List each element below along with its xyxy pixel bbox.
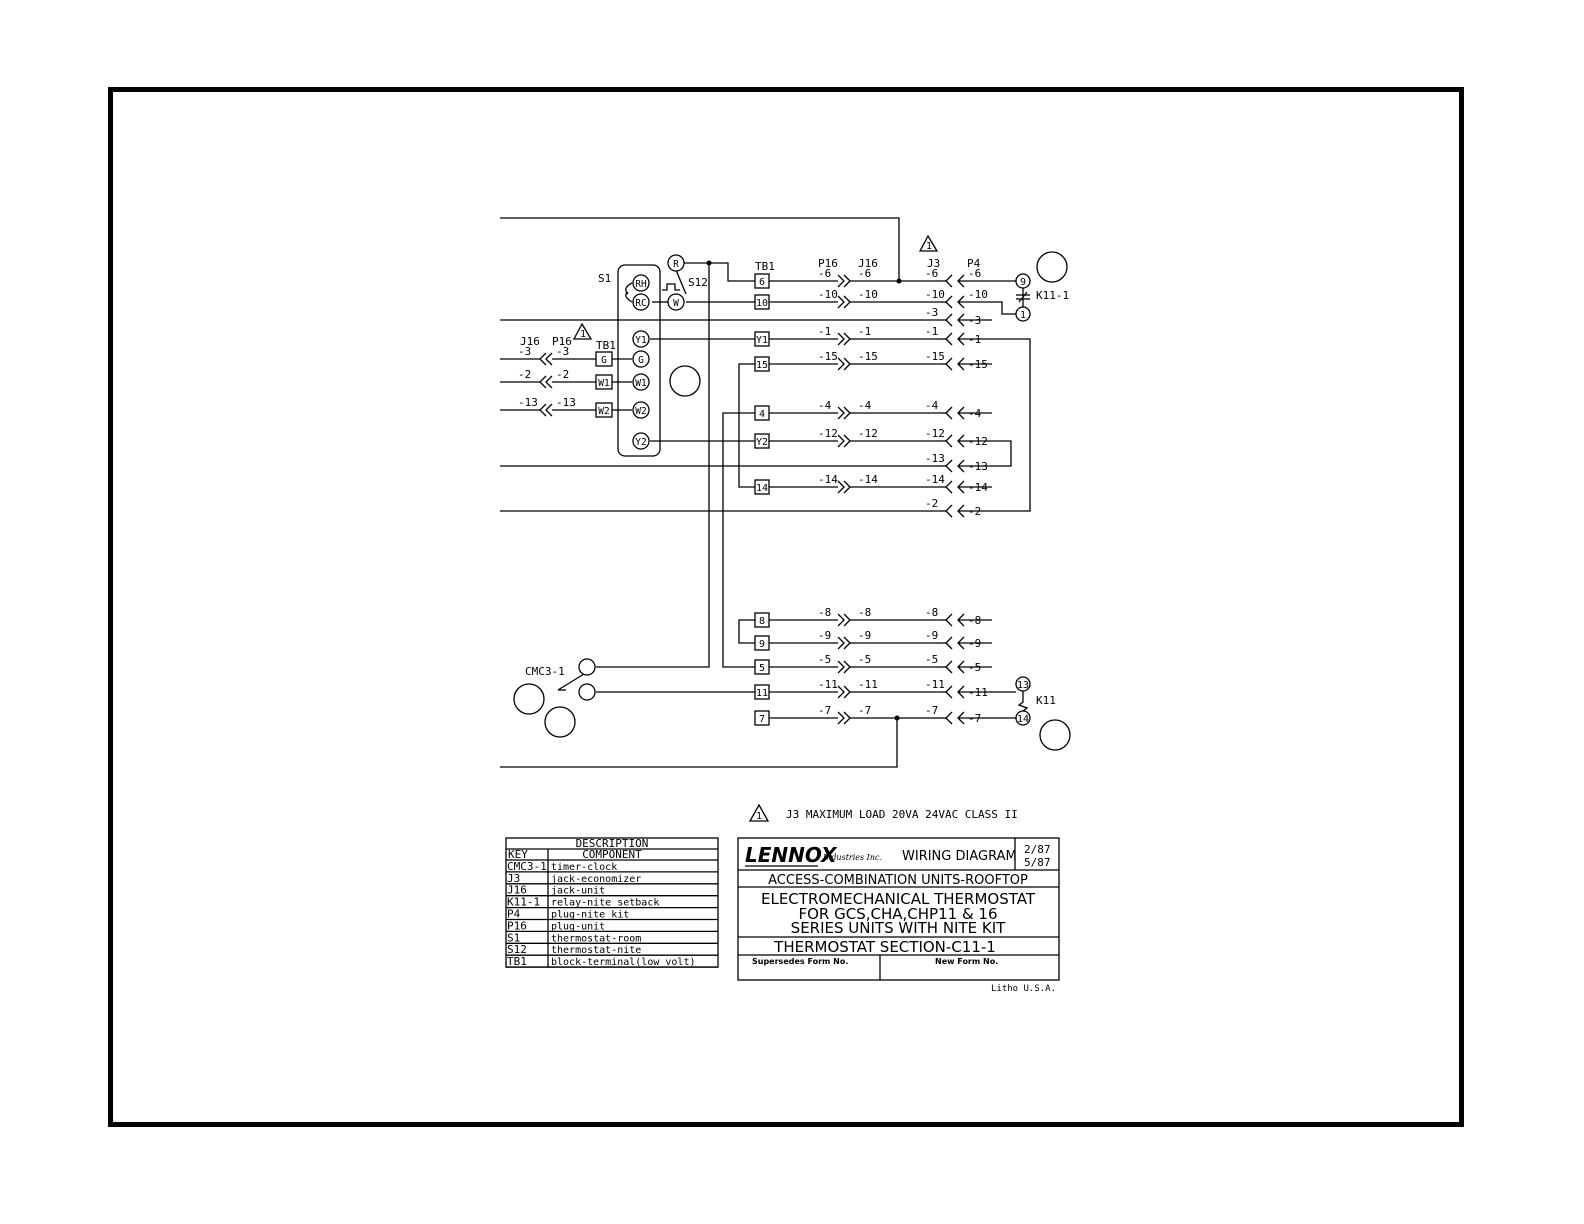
terminal-label: W2 <box>635 406 647 417</box>
j3-pin-label: -10 <box>925 288 945 301</box>
legend-key: J3 <box>507 871 521 885</box>
terminal-label: Y1 <box>635 335 647 346</box>
terminal-label: 9 <box>758 639 766 650</box>
connector-row <box>755 473 992 494</box>
j16-pin-label: -5 <box>858 653 872 666</box>
j3-pin-label: -2 <box>925 497 939 510</box>
terminal-label: W1 <box>635 378 647 389</box>
relay-pin <box>1016 274 1030 288</box>
legend-title: DESCRIPTION <box>575 837 649 850</box>
legend-component: jack-economizer <box>551 873 642 885</box>
left-p16-header: P16 <box>552 335 572 348</box>
terminal-label: W1 <box>598 378 610 389</box>
legend-key: J16 <box>507 883 527 897</box>
p16-pin-label: -13 <box>556 396 576 409</box>
svg-text:9: 9 <box>1019 277 1027 288</box>
plug-p16-symbol <box>838 614 844 626</box>
relay-pin <box>1016 677 1030 691</box>
brand-sub: Industries Inc. <box>823 853 883 862</box>
terminal-label: 10 <box>755 298 769 309</box>
j16-pin-label: -4 <box>858 399 872 412</box>
terminal-label: RH <box>635 279 647 290</box>
legend-component: plug-unit <box>551 921 606 933</box>
thermostat-terminal <box>633 331 649 347</box>
plug-p16-symbol <box>838 296 844 308</box>
jack-j3-symbol <box>946 614 952 626</box>
jack-j3-symbol <box>946 314 952 326</box>
j3-pin-label: -7 <box>925 704 939 717</box>
p16-pin-label: -15 <box>818 350 838 363</box>
j3-pin-label: -12 <box>925 427 945 440</box>
date-1: 2/87 <box>1024 843 1051 856</box>
left-connector-row <box>500 396 612 417</box>
p16-pin-label: -8 <box>818 606 832 619</box>
p16-pin-label: -11 <box>818 678 838 691</box>
terminal-label: R <box>673 259 679 270</box>
j16-pin-label: -6 <box>858 267 872 280</box>
p4-header: P4 <box>967 257 981 270</box>
j3-pin-label: -13 <box>925 452 945 465</box>
description-line: ELECTROMECHANICAL THERMOSTAT <box>761 890 1035 908</box>
terminal-label: 11 <box>755 688 769 699</box>
k11-1-label: K11-1 <box>1036 289 1070 302</box>
connector-row <box>755 653 992 674</box>
legend-component: relay-nite setback <box>551 897 660 909</box>
terminal-label: 4 <box>758 409 766 420</box>
legend-key: K11-1 <box>507 895 541 909</box>
connector-row <box>755 678 992 699</box>
terminal-label: G <box>601 355 607 366</box>
p4-pin-label: -6 <box>968 267 982 280</box>
plug-p16-symbol <box>838 637 844 649</box>
connector-row <box>755 427 992 448</box>
terminal-label: G <box>638 355 644 366</box>
thermostat-terminal <box>633 275 649 291</box>
legend-key: S12 <box>507 943 527 957</box>
jack-j3-symbol <box>946 435 952 447</box>
plug-p16-symbol <box>838 481 844 493</box>
left-tb1-header: TB1 <box>596 339 616 352</box>
j3-pin-label: -5 <box>925 653 939 666</box>
connector-row <box>755 399 992 420</box>
doc-type: WIRING DIAGRAM <box>902 849 1017 864</box>
p4-pin-label: -1 <box>968 333 982 346</box>
left-j16-header: J16 <box>520 335 540 348</box>
connector-row <box>755 629 992 650</box>
jack-j3-symbol <box>946 275 952 287</box>
brand-logo: LENNOX <box>745 843 837 867</box>
plug-p16-symbol <box>838 435 844 447</box>
svg-text:13: 13 <box>1016 680 1030 691</box>
jack-j3-symbol <box>946 712 952 724</box>
p16-pin-label: -1 <box>818 325 832 338</box>
legend-component: timer-clock <box>551 861 618 873</box>
warning-triangle-icon <box>750 805 768 822</box>
legend-key: CMC3-1 <box>507 859 547 873</box>
j16-header: J16 <box>858 257 878 270</box>
relay-pin <box>1016 711 1030 725</box>
p16-pin-label: -9 <box>818 629 832 642</box>
warning-triangle-icon <box>574 324 591 340</box>
p16-pin-label: -7 <box>818 704 832 717</box>
legend-key: P4 <box>507 907 521 921</box>
p16-pin-label: -10 <box>818 288 838 301</box>
j16-pin-label: -15 <box>858 350 878 363</box>
section-title: THERMOSTAT SECTION-C11-1 <box>774 938 996 956</box>
s1-label: S1 <box>598 272 612 285</box>
j16-pin-label: -11 <box>858 678 878 691</box>
j3-pin-label: -1 <box>925 325 939 338</box>
plug-p16-symbol <box>838 712 844 724</box>
p16-pin-label: -6 <box>818 267 832 280</box>
connector-row <box>755 325 992 346</box>
p4-pin-label: -10 <box>968 288 988 301</box>
j3-pin-label: -15 <box>925 350 945 363</box>
j3-pin-label: -3 <box>925 306 939 319</box>
connector-row <box>925 452 992 473</box>
jack-j3-symbol <box>946 460 952 472</box>
p4-pin-label: -2 <box>968 505 982 518</box>
plug-symbol <box>546 353 552 365</box>
k11-label: K11 <box>1036 694 1056 707</box>
terminal-label: 7 <box>758 714 766 725</box>
terminal-label: Y1 <box>755 335 769 346</box>
p16-header: P16 <box>818 257 838 270</box>
s12-terminal <box>668 294 684 310</box>
thermostat-terminal <box>633 402 649 418</box>
connector-row <box>755 704 992 725</box>
new-form-label: New Form No. <box>935 957 999 966</box>
jack-j3-symbol <box>946 333 952 345</box>
terminal-label: 14 <box>755 483 769 494</box>
warning-note: J3 MAXIMUM LOAD 20VA 24VAC CLASS II <box>786 808 1018 821</box>
j16-pin-label: -7 <box>858 704 872 717</box>
legend-component: jack-unit <box>551 885 606 897</box>
p4-pin-label: -11 <box>968 686 988 699</box>
p4-pin-label: -7 <box>968 712 982 725</box>
title-block <box>738 838 1059 980</box>
product-line: ACCESS-COMBINATION UNITS-ROOFTOP <box>768 873 1028 888</box>
p16-pin-label: -12 <box>818 427 838 440</box>
p4-pin-label: -4 <box>968 407 982 420</box>
legend-key: P16 <box>507 919 527 933</box>
terminal-label: 8 <box>758 616 766 627</box>
p4-pin-label: -13 <box>968 460 988 473</box>
plug-p16-symbol <box>838 333 844 345</box>
terminal-label: Y2 <box>635 437 647 448</box>
connector-row <box>755 606 992 627</box>
jack-j3-symbol <box>946 296 952 308</box>
p4-pin-label: -5 <box>968 661 982 674</box>
plug-symbol <box>546 404 552 416</box>
legend-key: S1 <box>507 931 521 945</box>
legend-component: thermostat-room <box>551 933 642 945</box>
p16-pin-label: -4 <box>818 399 832 412</box>
description-line: SERIES UNITS WITH NITE KIT <box>790 919 1006 937</box>
connector-row <box>925 497 992 518</box>
relay-pin <box>1016 307 1030 321</box>
legend-component: plug-nite kit <box>551 909 630 921</box>
description-line: FOR GCS,CHA,CHP11 & 16 <box>798 905 998 923</box>
j16-pin-label: -1 <box>858 325 872 338</box>
thermostat-terminal <box>633 433 649 449</box>
p16-pin-label: -3 <box>556 345 570 358</box>
supersedes-label: Supersedes Form No. <box>752 957 849 966</box>
p4-pin-label: -15 <box>968 358 988 371</box>
cmc3-label: CMC3-1 <box>525 665 565 678</box>
callout-circles <box>514 252 1070 750</box>
left-connector-row <box>500 368 612 389</box>
jack-j3-symbol <box>946 481 952 493</box>
j16-pin-label: -12 <box>858 427 878 440</box>
plug-p16-symbol <box>838 407 844 419</box>
plug-p16-symbol <box>838 661 844 673</box>
j3-pin-label: -4 <box>925 399 939 412</box>
svg-text:1: 1 <box>1019 310 1027 321</box>
j3-pin-label: -14 <box>925 473 945 486</box>
j3-pin-label: -11 <box>925 678 945 691</box>
tb1-header: TB1 <box>755 260 775 273</box>
connector-row <box>925 306 992 327</box>
plug-p16-symbol <box>838 275 844 287</box>
plug-p16-symbol <box>838 358 844 370</box>
j16-pin-label: -13 <box>518 396 538 409</box>
date-2: 5/87 <box>1024 856 1051 869</box>
cmc3-contact-top <box>579 659 595 675</box>
terminal-label: 6 <box>758 277 766 288</box>
p16-pin-label: -14 <box>818 473 838 486</box>
j16-pin-label: -9 <box>858 629 872 642</box>
j16-pin-label: -3 <box>518 345 532 358</box>
s12-terminal <box>668 255 684 271</box>
terminal-label: Y2 <box>755 437 769 448</box>
litho-label: Litho U.S.A. <box>991 984 1057 994</box>
jack-j3-symbol <box>946 686 952 698</box>
legend-component: block-terminal(low volt) <box>551 957 696 969</box>
legend-key: TB1 <box>507 955 527 969</box>
svg-text:1: 1 <box>756 811 763 822</box>
warning-triangle-icon <box>920 236 937 252</box>
connector-row <box>755 350 992 371</box>
j3-header: J3 <box>927 257 941 270</box>
terminal-label: W <box>673 298 679 309</box>
terminal-label: 5 <box>758 663 766 674</box>
p16-pin-label: -2 <box>556 368 570 381</box>
p4-pin-label: -3 <box>968 314 982 327</box>
j3-pin-label: -6 <box>925 267 939 280</box>
j16-pin-label: -8 <box>858 606 872 619</box>
legend-component: thermostat-nite <box>551 945 642 957</box>
legend-table <box>506 837 718 968</box>
terminal-label: 15 <box>755 360 769 371</box>
thermostat-terminal <box>633 351 649 367</box>
legend-col-component: COMPONENT <box>582 848 642 861</box>
jack-j3-symbol <box>946 358 952 370</box>
j3-pin-label: -8 <box>925 606 939 619</box>
plug-p16-symbol <box>838 686 844 698</box>
terminal-label: W2 <box>598 406 610 417</box>
j16-pin-label: -2 <box>518 368 532 381</box>
svg-text:1: 1 <box>926 241 933 252</box>
cmc3-contact-bottom <box>579 684 595 700</box>
connector-row <box>755 288 992 309</box>
p4-pin-label: -14 <box>968 481 988 494</box>
s12-label: S12 <box>688 276 708 289</box>
terminal-label: RC <box>635 298 647 309</box>
jack-j3-symbol <box>946 637 952 649</box>
p4-pin-label: -8 <box>968 614 982 627</box>
svg-text:1: 1 <box>580 329 587 340</box>
p4-pin-label: -12 <box>968 435 988 448</box>
p16-pin-label: -5 <box>818 653 832 666</box>
plug-symbol <box>546 376 552 388</box>
jack-j3-symbol <box>946 407 952 419</box>
connector-row <box>755 267 992 288</box>
legend-col-key: KEY <box>508 848 528 861</box>
jack-j3-symbol <box>946 661 952 673</box>
jack-j3-symbol <box>946 505 952 517</box>
j16-pin-label: -14 <box>858 473 878 486</box>
thermostat-terminal <box>633 374 649 390</box>
j16-pin-label: -10 <box>858 288 878 301</box>
p4-pin-label: -9 <box>968 637 982 650</box>
thermostat-terminal <box>633 294 649 310</box>
svg-text:14: 14 <box>1016 714 1030 725</box>
j3-pin-label: -9 <box>925 629 939 642</box>
